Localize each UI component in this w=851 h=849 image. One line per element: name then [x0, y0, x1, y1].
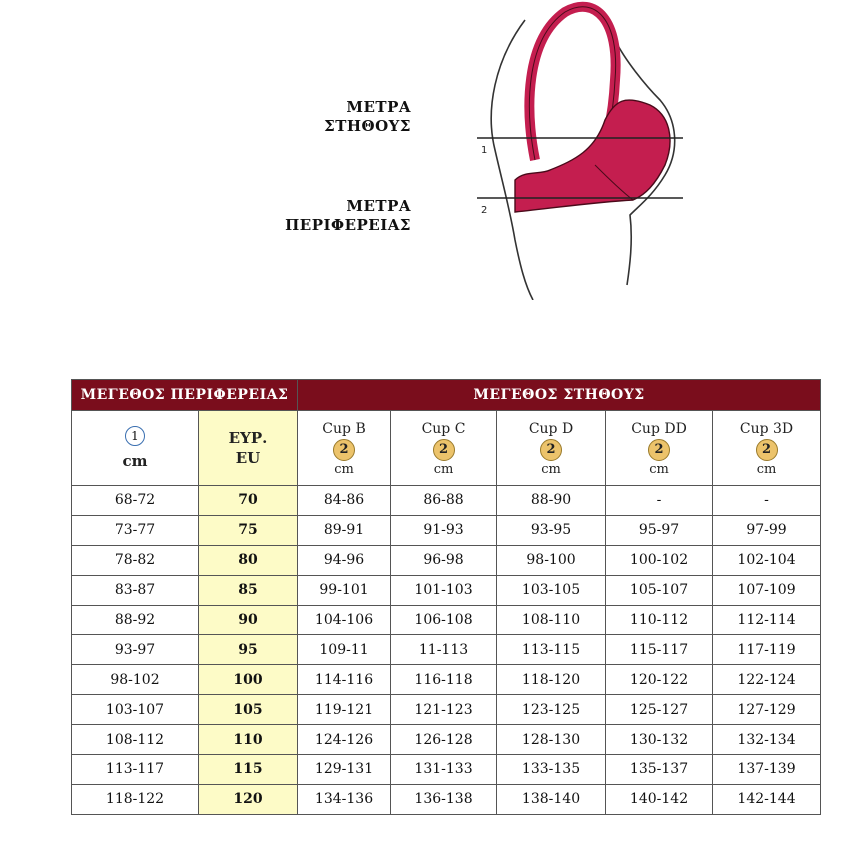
cup-b-cell: 104-106	[298, 605, 391, 635]
bust-size-header: ΜΕΓΕΘΟΣ ΣΤΗΘΟΥΣ	[298, 380, 821, 411]
cup-d-cell: 138-140	[497, 784, 606, 814]
cup-name: Cup 3D	[739, 420, 794, 437]
cup-unit: cm	[433, 461, 454, 477]
cup-dd-cell: 110-112	[606, 605, 713, 635]
cup-name: Cup DD	[631, 420, 687, 437]
underbust-cm-cell: 103-107	[72, 695, 199, 725]
cup-3d-cell: 107-109	[713, 575, 821, 605]
cup-b-cell: 109-11	[298, 635, 391, 665]
cup-dd-cell: 100-102	[606, 545, 713, 575]
cup-3d-cell: 97-99	[713, 515, 821, 545]
underbust-cm-cell: 108-112	[72, 725, 199, 755]
cup-c-cell: 101-103	[391, 575, 497, 605]
measure-2-badge: 2	[756, 439, 778, 461]
cup-3d-cell: 142-144	[713, 784, 821, 814]
cup-dd-cell: 120-122	[606, 665, 713, 695]
cup-name: Cup C	[421, 420, 466, 437]
cup-3d-cell: -	[713, 486, 821, 516]
cup-dd-cell: 140-142	[606, 784, 713, 814]
line-2-number: 2	[481, 205, 488, 216]
cup-d-cell: 128-130	[497, 725, 606, 755]
table-row	[72, 695, 821, 725]
underbust-size-header: ΜΕΓΕΘΟΣ ΠΕΡΙΦΕΡΕΙΑΣ	[72, 380, 298, 411]
underbust-measure-label	[285, 197, 411, 235]
table-row	[72, 545, 821, 575]
cup-dd-cell: 115-117	[606, 635, 713, 665]
cup-dd-cell: 130-132	[606, 725, 713, 755]
underbust-cm-cell: 68-72	[72, 486, 199, 516]
table-row	[72, 665, 821, 695]
size-rows	[72, 486, 821, 815]
eu-size-cell: 100	[199, 665, 298, 695]
cup-d-header	[497, 411, 606, 486]
table-subheader-row	[72, 411, 821, 486]
cup-dd-cell: -	[606, 486, 713, 516]
cup-unit: cm	[334, 461, 354, 477]
table-row	[72, 784, 821, 814]
cup-d-cell: 123-125	[497, 695, 606, 725]
eu-label-greek: ΕΥΡ.	[228, 429, 268, 447]
eu-label: EU	[235, 449, 261, 467]
cup-3d-cell: 137-139	[713, 755, 821, 785]
eu-size-cell: 115	[199, 755, 298, 785]
measure-1-badge: 1	[125, 426, 145, 446]
cup-3d-header	[713, 411, 821, 486]
eu-size-cell: 105	[199, 695, 298, 725]
cup-b-cell: 129-131	[298, 755, 391, 785]
eu-size-cell: 120	[199, 784, 298, 814]
measure-2-badge: 2	[648, 439, 670, 461]
cup-b-cell: 94-96	[298, 545, 391, 575]
eu-size-cell: 95	[199, 635, 298, 665]
cup-d-cell: 93-95	[497, 515, 606, 545]
table-row	[72, 635, 821, 665]
line-1-number: 1	[481, 145, 488, 156]
underbust-cm-cell: 98-102	[72, 665, 199, 695]
cup-dd-cell: 105-107	[606, 575, 713, 605]
cup-dd-header	[606, 411, 713, 486]
table-row	[72, 605, 821, 635]
cup-b-cell: 84-86	[298, 486, 391, 516]
cup-name: Cup B	[322, 420, 366, 437]
underbust-cm-cell: 73-77	[72, 515, 199, 545]
eu-size-column-header	[199, 411, 298, 486]
measure-1-unit: cm	[122, 452, 148, 470]
cup-3d-cell: 117-119	[713, 635, 821, 665]
eu-size-cell: 75	[199, 515, 298, 545]
underbust-cm-cell: 93-97	[72, 635, 199, 665]
cup-3d-cell: 122-124	[713, 665, 821, 695]
measure-2-badge: 2	[433, 439, 455, 461]
size-chart-table	[71, 379, 821, 815]
bust-label-line-1: ΜΕΤΡΑ	[346, 98, 411, 116]
measure-2-badge: 2	[540, 439, 562, 461]
cup-d-cell: 103-105	[497, 575, 606, 605]
cup-b-cell: 119-121	[298, 695, 391, 725]
cup-c-cell: 86-88	[391, 486, 497, 516]
underbust-label-line-1: ΜΕΤΡΑ	[346, 197, 411, 215]
eu-size-cell: 110	[199, 725, 298, 755]
cup-unit: cm	[541, 461, 561, 477]
table-row	[72, 486, 821, 516]
cup-b-cell: 114-116	[298, 665, 391, 695]
table-row	[72, 575, 821, 605]
cup-c-cell: 126-128	[391, 725, 497, 755]
cup-c-cell: 106-108	[391, 605, 497, 635]
cup-c-cell: 96-98	[391, 545, 497, 575]
cup-3d-cell: 112-114	[713, 605, 821, 635]
torso-back-outline	[491, 20, 533, 300]
cup-b-cell: 124-126	[298, 725, 391, 755]
eu-size-cell: 90	[199, 605, 298, 635]
cup-c-cell: 11-113	[391, 635, 497, 665]
cup-unit: cm	[649, 461, 669, 477]
eu-size-cell: 70	[199, 486, 298, 516]
cup-3d-cell: 127-129	[713, 695, 821, 725]
cup-3d-cell: 102-104	[713, 545, 821, 575]
cup-dd-cell: 125-127	[606, 695, 713, 725]
underbust-cm-cell: 78-82	[72, 545, 199, 575]
bust-label-line-2: ΣΤΗΘΟΥΣ	[324, 117, 411, 135]
cup-d-cell: 98-100	[497, 545, 606, 575]
underbust-cm-cell: 88-92	[72, 605, 199, 635]
table-header-row	[72, 380, 821, 411]
bust-measure-label	[324, 98, 411, 136]
eu-size-cell: 85	[199, 575, 298, 605]
cup-c-cell: 121-123	[391, 695, 497, 725]
table-row	[72, 515, 821, 545]
cup-c-cell: 91-93	[391, 515, 497, 545]
cup-d-cell: 108-110	[497, 605, 606, 635]
cup-c-header	[391, 411, 497, 486]
cup-unit: cm	[756, 461, 777, 477]
underbust-cm-cell: 118-122	[72, 784, 199, 814]
cup-name: Cup D	[528, 420, 574, 437]
cup-b-cell: 134-136	[298, 784, 391, 814]
underbust-label-line-2: ΠΕΡΙΦΕΡΕΙΑΣ	[285, 216, 411, 234]
measure-1-column-header	[72, 411, 199, 486]
cup-c-cell: 131-133	[391, 755, 497, 785]
table-row	[72, 755, 821, 785]
cup-d-cell: 113-115	[497, 635, 606, 665]
cup-3d-cell: 132-134	[713, 725, 821, 755]
cup-b-header	[298, 411, 391, 486]
cup-d-cell: 118-120	[497, 665, 606, 695]
cup-d-cell: 133-135	[497, 755, 606, 785]
cup-c-cell: 136-138	[391, 784, 497, 814]
eu-size-cell: 80	[199, 545, 298, 575]
table-row	[72, 725, 821, 755]
underbust-cm-cell: 83-87	[72, 575, 199, 605]
cup-b-cell: 99-101	[298, 575, 391, 605]
measure-2-badge: 2	[333, 439, 355, 461]
underbust-cm-cell: 113-117	[72, 755, 199, 785]
cup-d-cell: 88-90	[497, 486, 606, 516]
cup-dd-cell: 135-137	[606, 755, 713, 785]
cup-b-cell: 89-91	[298, 515, 391, 545]
cup-c-cell: 116-118	[391, 665, 497, 695]
bra-measurement-illustration	[455, 0, 695, 300]
cup-dd-cell: 95-97	[606, 515, 713, 545]
